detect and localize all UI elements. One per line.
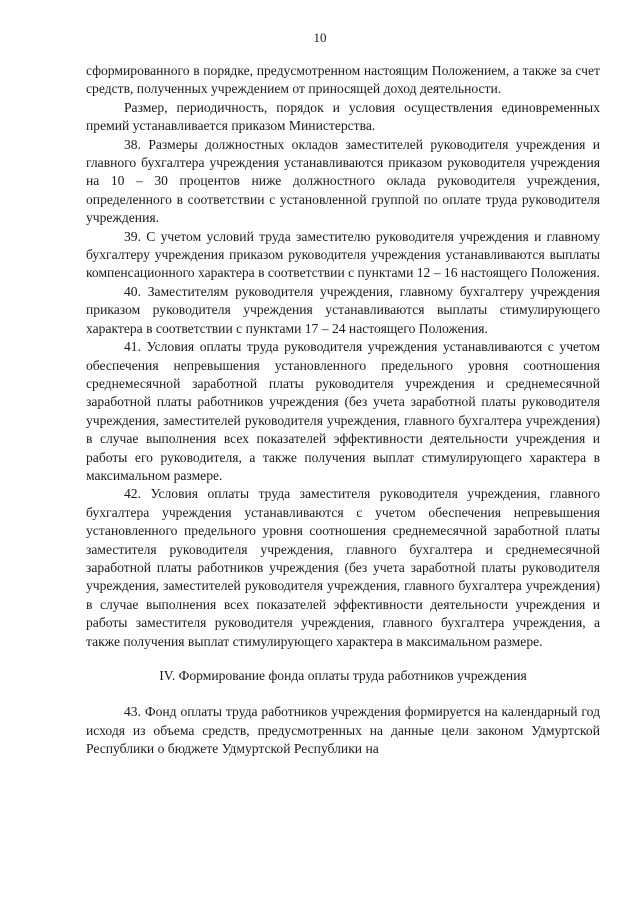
page-number: 10 [313, 30, 327, 45]
paragraph-bonus-terms: Размер, периодичность, порядок и условия осуществления единовременных премий устанавливается приказом Министерства. [86, 99, 600, 134]
paragraph-38: 38. Размеры должностных окладов заместителей руководителя учреждения и главного бухгалтера учреждения устанавливаются приказом руководителя учреждения на 10 – 30 процентов ниже должностного оклада руководителя учреждения, определенного в соответствии с установленной группой по оплате труда руководителя учреждения. [86, 136, 600, 226]
paragraph-42: 42. Условия оплаты труда заместителя руководителя учреждения, главного бухгалтера учреждения устанавливаются с учетом обеспечения непревышения установленного предельного уровня соотношения среднемесячной заработной платы заместителя руководителя учреждения, главного бухгалтера и среднемесячной заработной платы работников учреждения (без учета заработной платы руководителя учреждения, заместителей руководителя учреждения, главного бухгалтера учреждения) в случае выполнения всех показателей эффективности деятельности учреждения и работы заместителя руководителя учреждения, главного бухгалтера учреждения, а также получения выплат стимулирующего характера в максимальном размере. [86, 486, 600, 649]
paragraph-41: 41. Условия оплаты труда руководителя учреждения устанавливаются с учетом обеспечения непревышения установленного предельного уровня соотношения среднемесячной заработной платы руководителя учреждения и среднемесячной заработной платы работников учреждения (без учета заработной платы руководителя учреждения, заместителей руководителя учреждения, главного бухгалтера учреждения) в случае выполнения всех показателей эффективности деятельности учреждения и работы его руководителя, а также получения выплат стимулирующего характера в максимальном размере. [86, 339, 600, 483]
document-body [86, 62, 600, 759]
section-title: IV. Формирование фонда оплаты труда работников учреждения [159, 668, 527, 683]
paragraph-43: 43. Фонд оплаты труда работников учреждения формируется на календарный год исходя из объема средств, предусмотренных на данные цели законом Удмуртской Республики о бюджете Удмуртской Республики на [86, 704, 600, 757]
paragraph-39: 39. С учетом условий труда заместителю руководителя учреждения и главному бухгалтеру учреждения приказом руководителя учреждения устанавливаются выплаты компенсационного характера в соответствии с пунктами 12 – 16 настоящего Положения. [86, 228, 600, 281]
paragraph-continuation: сформированного в порядке, предусмотренном настоящим Положением, а также за счет средств, полученных учреждением от приносящей доход деятельности. [86, 63, 600, 97]
paragraph-40: 40. Заместителям руководителя учреждения, главному бухгалтеру учреждения приказом руководителя учреждения устанавливаются выплаты стимулирующего характера в соответствии с пунктами 17 – 24 настоящего Положения. [86, 283, 600, 336]
